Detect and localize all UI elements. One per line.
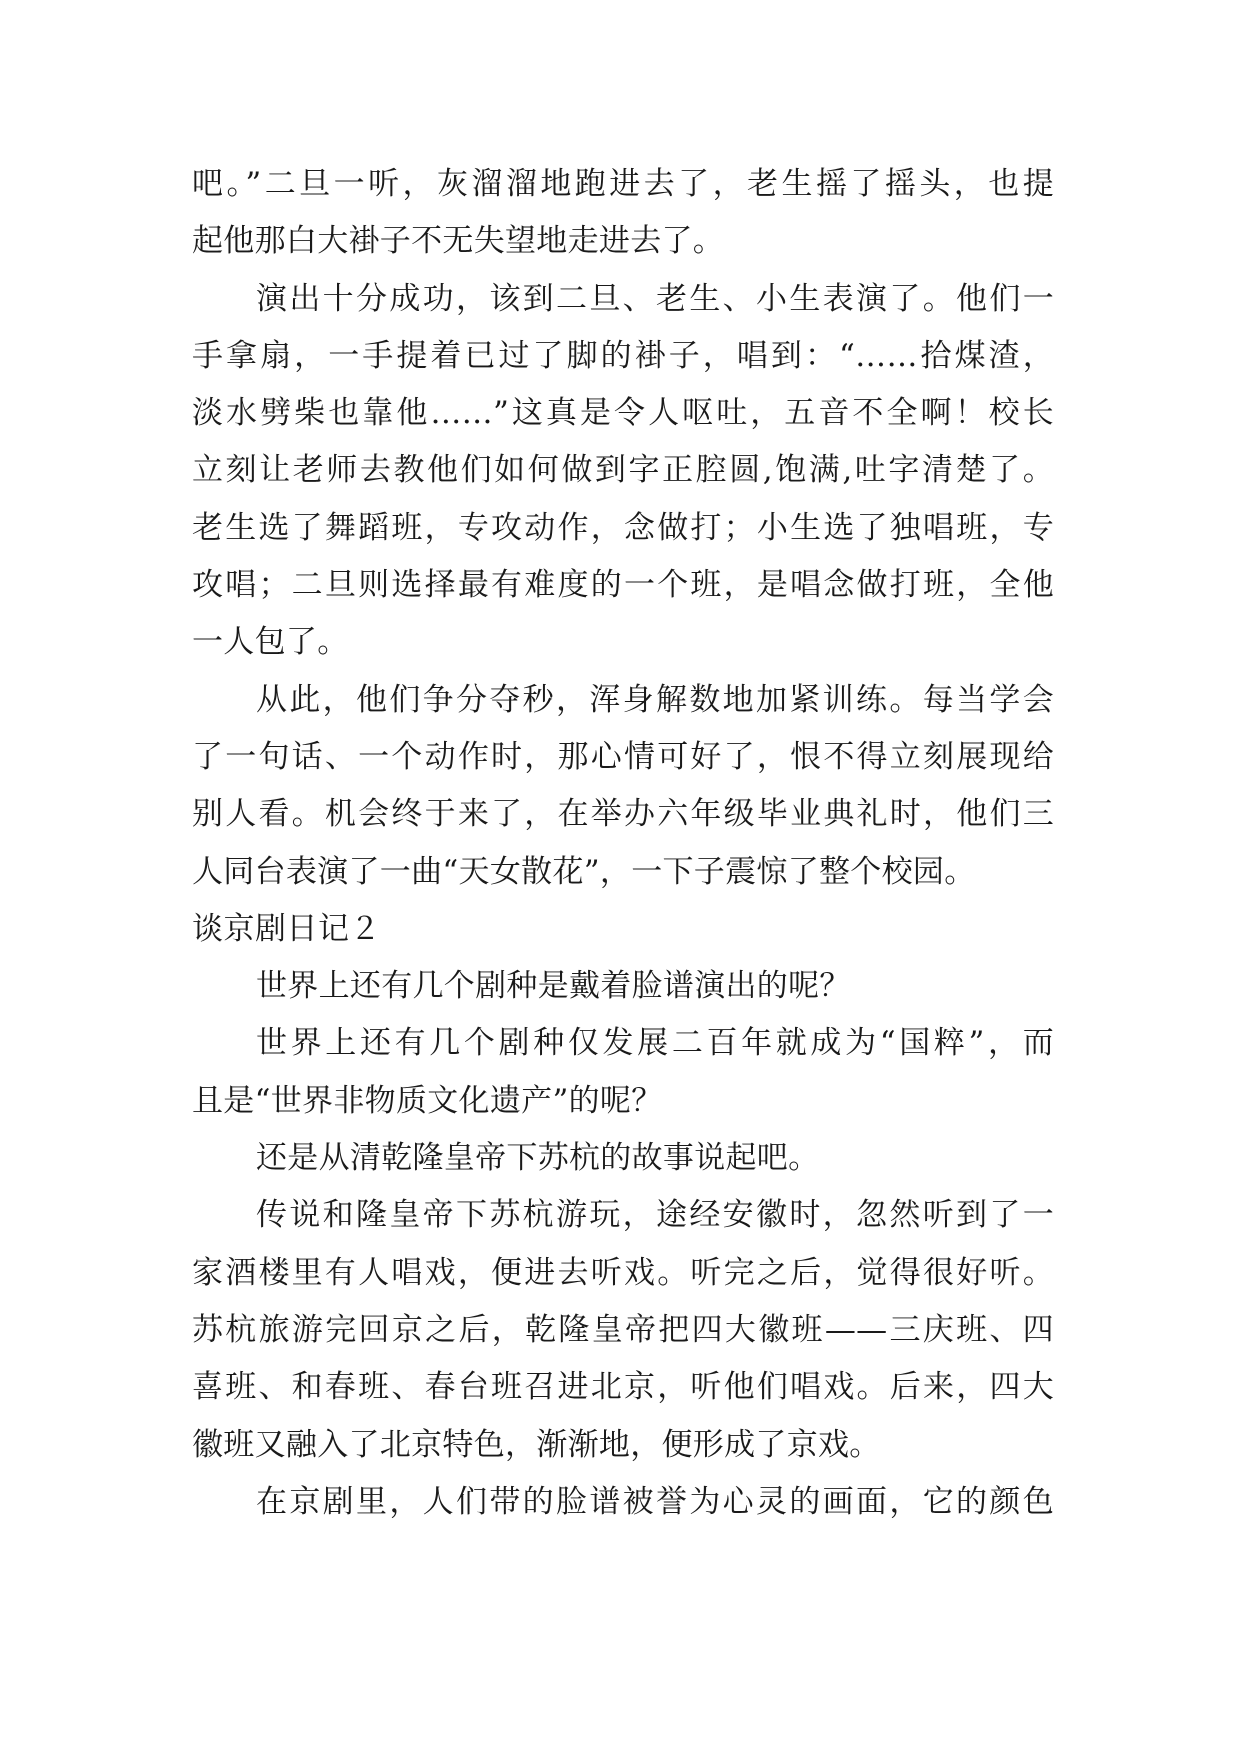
paragraph-first-line: 演出十分成功，该到二旦、老生、小生表演了。他们一	[256, 280, 1054, 317]
text-line: 淡水劈柴也靠他……”这真是令人呕吐，五音不全啊！校长	[192, 395, 1054, 432]
text-line: 一人包了。	[192, 624, 349, 661]
text-line: 别人看。机会终于来了，在举办六年级毕业典礼时，他们三	[192, 796, 1054, 833]
text-line: 喜班、和春班、春台班召进北京，听他们唱戏。后来，四大	[192, 1369, 1054, 1406]
document-body	[192, 156, 1054, 1531]
text-line: 且是“世界非物质文化遗产”的呢？	[192, 1082, 663, 1119]
paragraph-first-line: 世界上还有几个剧种仅发展二百年就成为“国粹”，而	[256, 1025, 1054, 1062]
text-line: 立刻让老师去教他们如何做到字正腔圆,饱满,吐字清楚了。	[192, 452, 1054, 489]
text-line: 人同台表演了一曲“天女散花”，一下子震惊了整个校园。	[192, 853, 976, 890]
paragraph-first-line: 传说和隆皇帝下苏杭游玩，途经安徽时，忽然听到了一	[256, 1197, 1054, 1234]
text-line: 攻唱；二旦则选择最有难度的一个班，是唱念做打班，全他	[192, 567, 1054, 604]
paragraph-first-line: 还是从清乾隆皇帝下苏杭的故事说起吧。	[256, 1140, 820, 1177]
paragraph-first-line: 世界上还有几个剧种是戴着脸谱演出的呢？	[256, 968, 851, 1005]
text-line: 老生选了舞蹈班，专攻动作，念做打；小生选了独唱班，专	[192, 509, 1054, 546]
text-line: 吧。”二旦一听，灰溜溜地跑进去了，老生摇了摇头，也提	[192, 166, 1054, 202]
paragraph-first-line: 从此，他们争分夺秒，浑身解数地加紧训练。每当学会	[256, 681, 1054, 718]
text-line: 苏杭旅游完回京之后，乾隆皇帝把四大徽班——三庆班、四	[192, 1311, 1054, 1348]
text-line: 了一句话、一个动作时，那心情可好了，恨不得立刻展现给	[192, 738, 1054, 775]
text-line: 起他那白大褂子不无失望地走进去了。	[192, 223, 725, 260]
text-line: 徽班又融入了北京特色，渐渐地，便形成了京戏。	[192, 1426, 881, 1463]
text-line: 手拿扇，一手提着已过了脚的褂子，唱到：“……拾煤渣，	[192, 337, 1054, 374]
section-heading: 谈京剧日记２	[192, 910, 381, 947]
text-line: 家酒楼里有人唱戏，便进去听戏。听完之后，觉得很好听。	[192, 1254, 1054, 1291]
paragraph-first-line: 在京剧里，人们带的脸谱被誉为心灵的画面，它的颜色	[256, 1483, 1054, 1520]
